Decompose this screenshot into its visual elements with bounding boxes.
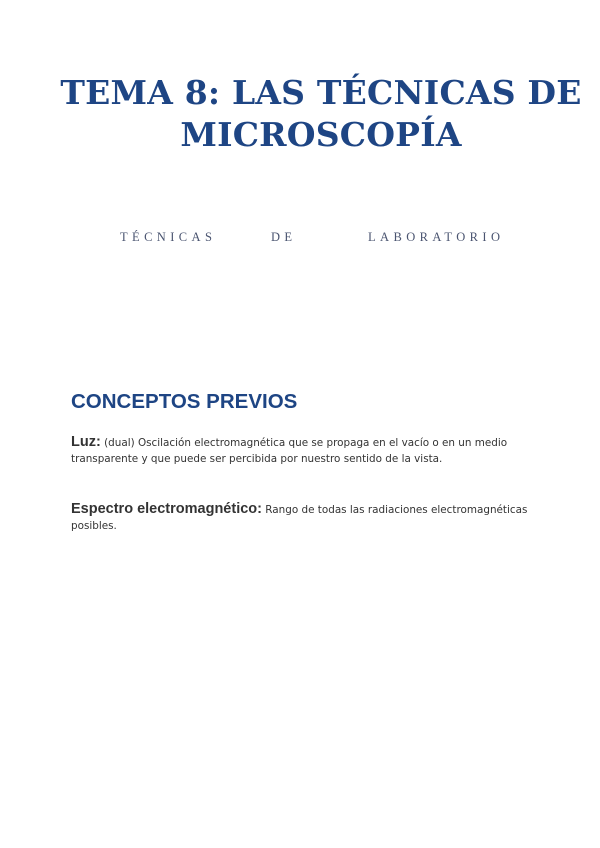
subtitle <box>0 230 600 250</box>
document-title <box>40 72 600 156</box>
title-line-1: TEMA 8: LAS TÉCNICAS DE <box>60 73 582 112</box>
definition-term: Espectro electromagnético: <box>71 501 262 517</box>
title-line-2: MICROSCOPÍA <box>180 115 462 154</box>
subtitle-word-3: LABORATORIO <box>368 230 505 244</box>
definition-text: (dual) Oscilación electromagnética que se propaga en el vacío o en un medio transparente y que puede ser percibida por nuestro sentido de la vista. <box>71 437 508 465</box>
subtitle-word-2: DE <box>271 230 297 244</box>
definition-term: Luz: <box>71 434 101 450</box>
subtitle-word-1: TÉCNICAS <box>120 230 217 244</box>
definition-text: Rango de todas las radiaciones electromagnéticas posibles. <box>71 504 528 532</box>
definition-espectro <box>71 501 541 534</box>
definition-luz <box>71 434 541 467</box>
section-heading: CONCEPTOS PREVIOS <box>71 390 298 413</box>
